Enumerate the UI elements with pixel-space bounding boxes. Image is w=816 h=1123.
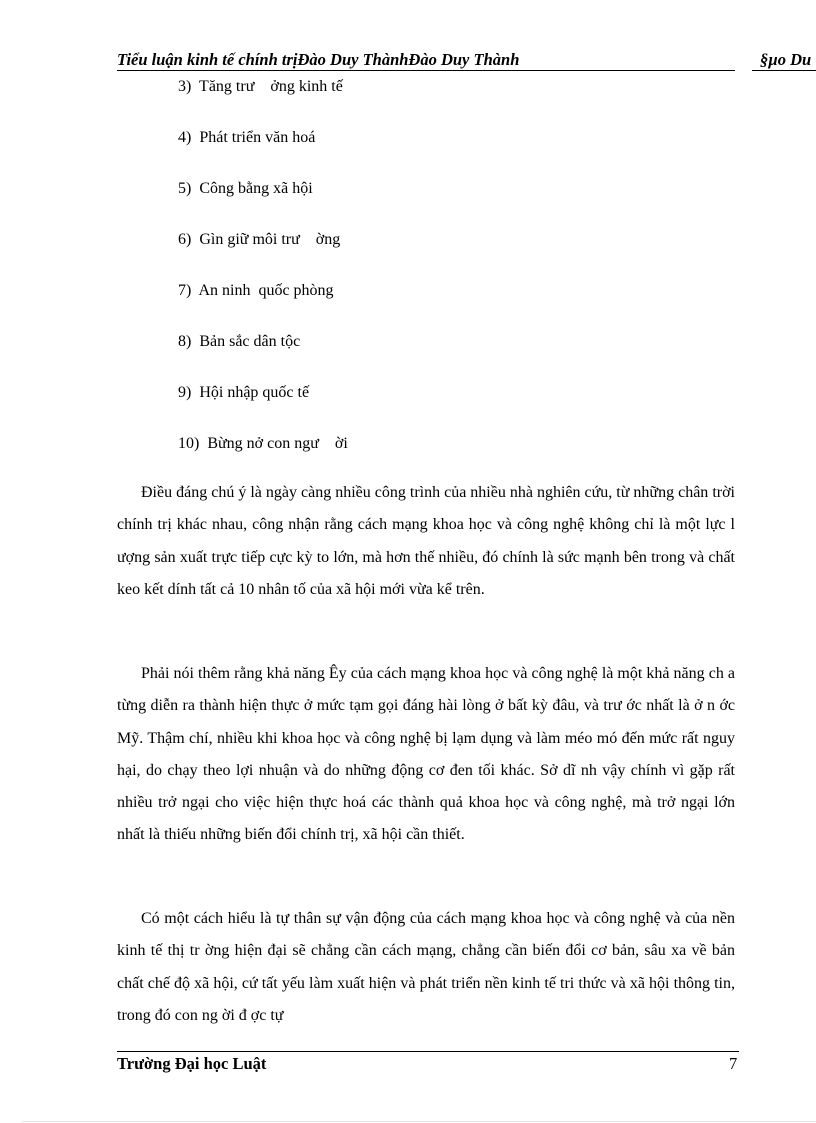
body-paragraph: Có một cách hiểu là tự thân sự vận động của cách mạng khoa học và công nghệ và của nền kinh tế thị tr ờng hiện đại sẽ chẳng cần cách mạng, chẳng cần biến đổi cơ bản, sâu xa về bản chất chế độ xã hội, cứ tất yếu làm xuất hiện và phát triển nền kinh tế tri thức và xã hội thông tin, trong đó con ng ời đ ợc tự <box>117 910 735 1024</box>
list-item: 5) Công bằng xã hội <box>178 180 313 197</box>
page-header <box>117 50 816 72</box>
header-right-text: §µo Du <box>760 50 812 69</box>
list-item: 10) Bừng nở con ngư ời <box>178 435 348 452</box>
list-item: 9) Hội nhập quốc tế <box>178 384 310 401</box>
page-number: 7 <box>729 1054 738 1073</box>
header-title: Tiểu luận kinh tế chính trịĐào Duy ThànhĐào Duy Thành <box>117 50 520 69</box>
list-item: 8) Bản sắc dân tộc <box>178 333 301 350</box>
numbered-list <box>178 76 348 484</box>
page-bottom-edge <box>22 1121 816 1122</box>
body-paragraph: Phải nói thêm rằng khả năng Êy của cách mạng khoa học và công nghệ là một khả năng ch a từng diễn ra thành hiện thực ở mức tạm gọi đáng hài lòng ở bất kỳ đâu, và trư ớc nhất là ở n ớc Mỹ. Thậm chí, nhiều khi khoa học và công nghệ bị lạm dụng và làm méo mó đến mức rất nguy hại, do chạy theo lợi nhuận và do những động cơ đen tối khác. Sở dĩ nh vậy chính vì gặp rất nhiều trở ngại cho việc hiện thực hoá các thành quả khoa học và công nghệ, mà trở ngại lớn nhất là thiếu những biến đổi chính trị, xã hội cần thiết. <box>117 665 735 844</box>
footer-school: Trường Đại học Luật <box>117 1054 267 1073</box>
list-item: 6) Gìn giữ môi trư ờng <box>178 231 341 248</box>
list-item: 7) An ninh quốc phòng <box>178 282 334 299</box>
footer-rule <box>117 1051 739 1052</box>
list-item: 3) Tăng trư ởng kinh tế <box>178 78 343 95</box>
list-item: 4) Phát triển văn hoá <box>178 129 316 146</box>
header-rule <box>117 70 735 71</box>
header-rule-right <box>752 70 816 71</box>
body-paragraph: Điều đáng chú ý là ngày càng nhiều công trình của nhiều nhà nghiên cứu, từ những chân trời chính trị khác nhau, công nhận rằng cách mạng khoa học và công nghệ không chỉ là một lực l ượng sản xuất trực tiếp cực kỳ to lớn, mà hơn thế nhiều, đó chính là sức mạnh bên trong và chất keo kết dính tất cả 10 nhân tố của xã hội mới vừa kể trên. <box>117 484 735 598</box>
